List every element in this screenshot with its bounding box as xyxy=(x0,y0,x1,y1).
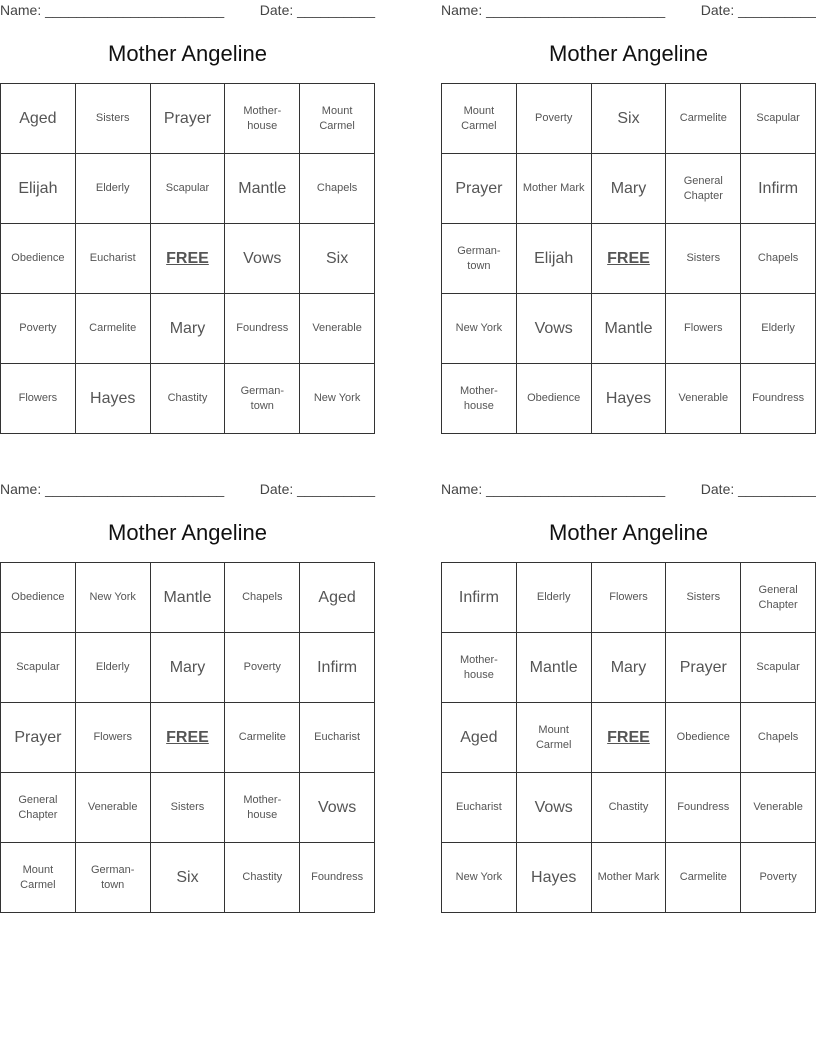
bingo-cell: Chapels xyxy=(741,224,816,294)
bingo-cell: General Chapter xyxy=(1,773,76,843)
bingo-cell: General Chapter xyxy=(741,563,816,633)
bingo-cell: Hayes xyxy=(592,364,667,434)
bingo-cell: Vows xyxy=(300,773,375,843)
bingo-cell: Venerable xyxy=(666,364,741,434)
bingo-cell: Mother- house xyxy=(442,633,517,703)
bingo-card-1 xyxy=(0,0,375,434)
card-title: Mother Angeline xyxy=(549,41,708,66)
bingo-cell: Mount Carmel xyxy=(1,843,76,913)
bingo-cell: Chastity xyxy=(592,773,667,843)
bingo-cell: Venerable xyxy=(76,773,151,843)
bingo-cell: Elderly xyxy=(517,563,592,633)
bingo-cell: German- town xyxy=(442,224,517,294)
bingo-cell: Mount Carmel xyxy=(517,703,592,773)
bingo-cell: Mother Mark xyxy=(517,154,592,224)
bingo-cell: Vows xyxy=(517,294,592,364)
bingo-cell: Elderly xyxy=(76,154,151,224)
bingo-cell: Flowers xyxy=(1,364,76,434)
bingo-card-3 xyxy=(0,479,375,913)
bingo-cell: Aged xyxy=(1,84,76,154)
bingo-cell: Six xyxy=(300,224,375,294)
bingo-cell: Obedience xyxy=(666,703,741,773)
bingo-cell: Scapular xyxy=(1,633,76,703)
bingo-cell: Sisters xyxy=(76,84,151,154)
card-title: Mother Angeline xyxy=(108,41,267,66)
name-field: Name: _______________________ xyxy=(0,2,225,18)
bingo-cell: Hayes xyxy=(76,364,151,434)
card-title: Mother Angeline xyxy=(549,520,708,545)
free-space: FREE xyxy=(592,703,667,773)
bingo-cell: Mantle xyxy=(151,563,226,633)
bingo-cell: German- town xyxy=(76,843,151,913)
bingo-cell: Foundress xyxy=(300,843,375,913)
bingo-cell: Foundress xyxy=(225,294,300,364)
bingo-cell: Sisters xyxy=(151,773,226,843)
bingo-cell: Mother- house xyxy=(442,364,517,434)
bingo-cell: Mantle xyxy=(517,633,592,703)
bingo-cell: Obedience xyxy=(1,563,76,633)
date-field: Date: __________ xyxy=(700,2,816,18)
bingo-cell: Flowers xyxy=(592,563,667,633)
bingo-card-2 xyxy=(441,0,816,434)
bingo-cell: Prayer xyxy=(151,84,226,154)
bingo-cell: Vows xyxy=(517,773,592,843)
bingo-cell: Chapels xyxy=(300,154,375,224)
bingo-cell: Obedience xyxy=(517,364,592,434)
bingo-cell: Poverty xyxy=(741,843,816,913)
bingo-cell: Mary xyxy=(151,633,226,703)
bingo-cell: Mantle xyxy=(225,154,300,224)
bingo-cell: Elderly xyxy=(741,294,816,364)
bingo-grid xyxy=(0,562,375,913)
bingo-cell: Infirm xyxy=(741,154,816,224)
name-field: Name: _______________________ xyxy=(441,2,666,18)
date-field: Date: __________ xyxy=(259,2,375,18)
bingo-cell: New York xyxy=(442,294,517,364)
date-field: Date: __________ xyxy=(700,481,816,497)
bingo-cell: Obedience xyxy=(1,224,76,294)
bingo-cell: Chastity xyxy=(225,843,300,913)
bingo-cell: Carmelite xyxy=(666,84,741,154)
bingo-cell: Mother- house xyxy=(225,773,300,843)
bingo-cell: Chastity xyxy=(151,364,226,434)
bingo-cell: Infirm xyxy=(442,563,517,633)
bingo-cell: Mantle xyxy=(592,294,667,364)
bingo-cell: Elderly xyxy=(76,633,151,703)
bingo-cell: Elijah xyxy=(1,154,76,224)
card-header xyxy=(441,0,816,22)
bingo-cell: Prayer xyxy=(1,703,76,773)
bingo-cell: Mary xyxy=(592,154,667,224)
bingo-cell: Poverty xyxy=(1,294,76,364)
bingo-cell: Carmelite xyxy=(76,294,151,364)
bingo-cell: Mother- house xyxy=(225,84,300,154)
bingo-cell: Foundress xyxy=(741,364,816,434)
bingo-cell: Elijah xyxy=(517,224,592,294)
bingo-cell: Mary xyxy=(151,294,226,364)
bingo-cell: German- town xyxy=(225,364,300,434)
bingo-grid xyxy=(0,83,375,434)
bingo-cell: General Chapter xyxy=(666,154,741,224)
card-header xyxy=(0,479,375,501)
bingo-grid xyxy=(441,562,816,913)
free-space: FREE xyxy=(592,224,667,294)
bingo-cell: Carmelite xyxy=(666,843,741,913)
card-title: Mother Angeline xyxy=(108,520,267,545)
bingo-cell: Vows xyxy=(225,224,300,294)
bingo-cell: Chapels xyxy=(741,703,816,773)
bingo-cell: Prayer xyxy=(442,154,517,224)
bingo-cell: Mary xyxy=(592,633,667,703)
bingo-cell: Scapular xyxy=(741,633,816,703)
card-header xyxy=(441,479,816,501)
bingo-cell: Flowers xyxy=(666,294,741,364)
bingo-cell: Eucharist xyxy=(442,773,517,843)
bingo-cell: New York xyxy=(76,563,151,633)
bingo-cell: Six xyxy=(592,84,667,154)
bingo-cell: Mount Carmel xyxy=(442,84,517,154)
bingo-cell: New York xyxy=(300,364,375,434)
bingo-cell: New York xyxy=(442,843,517,913)
bingo-cell: Eucharist xyxy=(76,224,151,294)
bingo-card-4 xyxy=(441,479,816,913)
bingo-cell: Six xyxy=(151,843,226,913)
bingo-cell: Mount Carmel xyxy=(300,84,375,154)
bingo-cell: Eucharist xyxy=(300,703,375,773)
bingo-cell: Aged xyxy=(300,563,375,633)
bingo-cell: Sisters xyxy=(666,563,741,633)
bingo-cell: Scapular xyxy=(741,84,816,154)
bingo-cell: Sisters xyxy=(666,224,741,294)
bingo-cell: Carmelite xyxy=(225,703,300,773)
bingo-grid xyxy=(441,83,816,434)
bingo-cell: Infirm xyxy=(300,633,375,703)
bingo-cell: Prayer xyxy=(666,633,741,703)
bingo-cell: Poverty xyxy=(517,84,592,154)
bingo-cell: Scapular xyxy=(151,154,226,224)
bingo-cell: Flowers xyxy=(76,703,151,773)
name-field: Name: _______________________ xyxy=(0,481,225,497)
free-space: FREE xyxy=(151,703,226,773)
card-header xyxy=(0,0,375,22)
name-field: Name: _______________________ xyxy=(441,481,666,497)
bingo-cell: Venerable xyxy=(741,773,816,843)
free-space: FREE xyxy=(151,224,226,294)
date-field: Date: __________ xyxy=(259,481,375,497)
bingo-cell: Chapels xyxy=(225,563,300,633)
bingo-cell: Poverty xyxy=(225,633,300,703)
bingo-cell: Hayes xyxy=(517,843,592,913)
bingo-cell: Mother Mark xyxy=(592,843,667,913)
bingo-cell: Venerable xyxy=(300,294,375,364)
bingo-cell: Foundress xyxy=(666,773,741,843)
bingo-cell: Aged xyxy=(442,703,517,773)
